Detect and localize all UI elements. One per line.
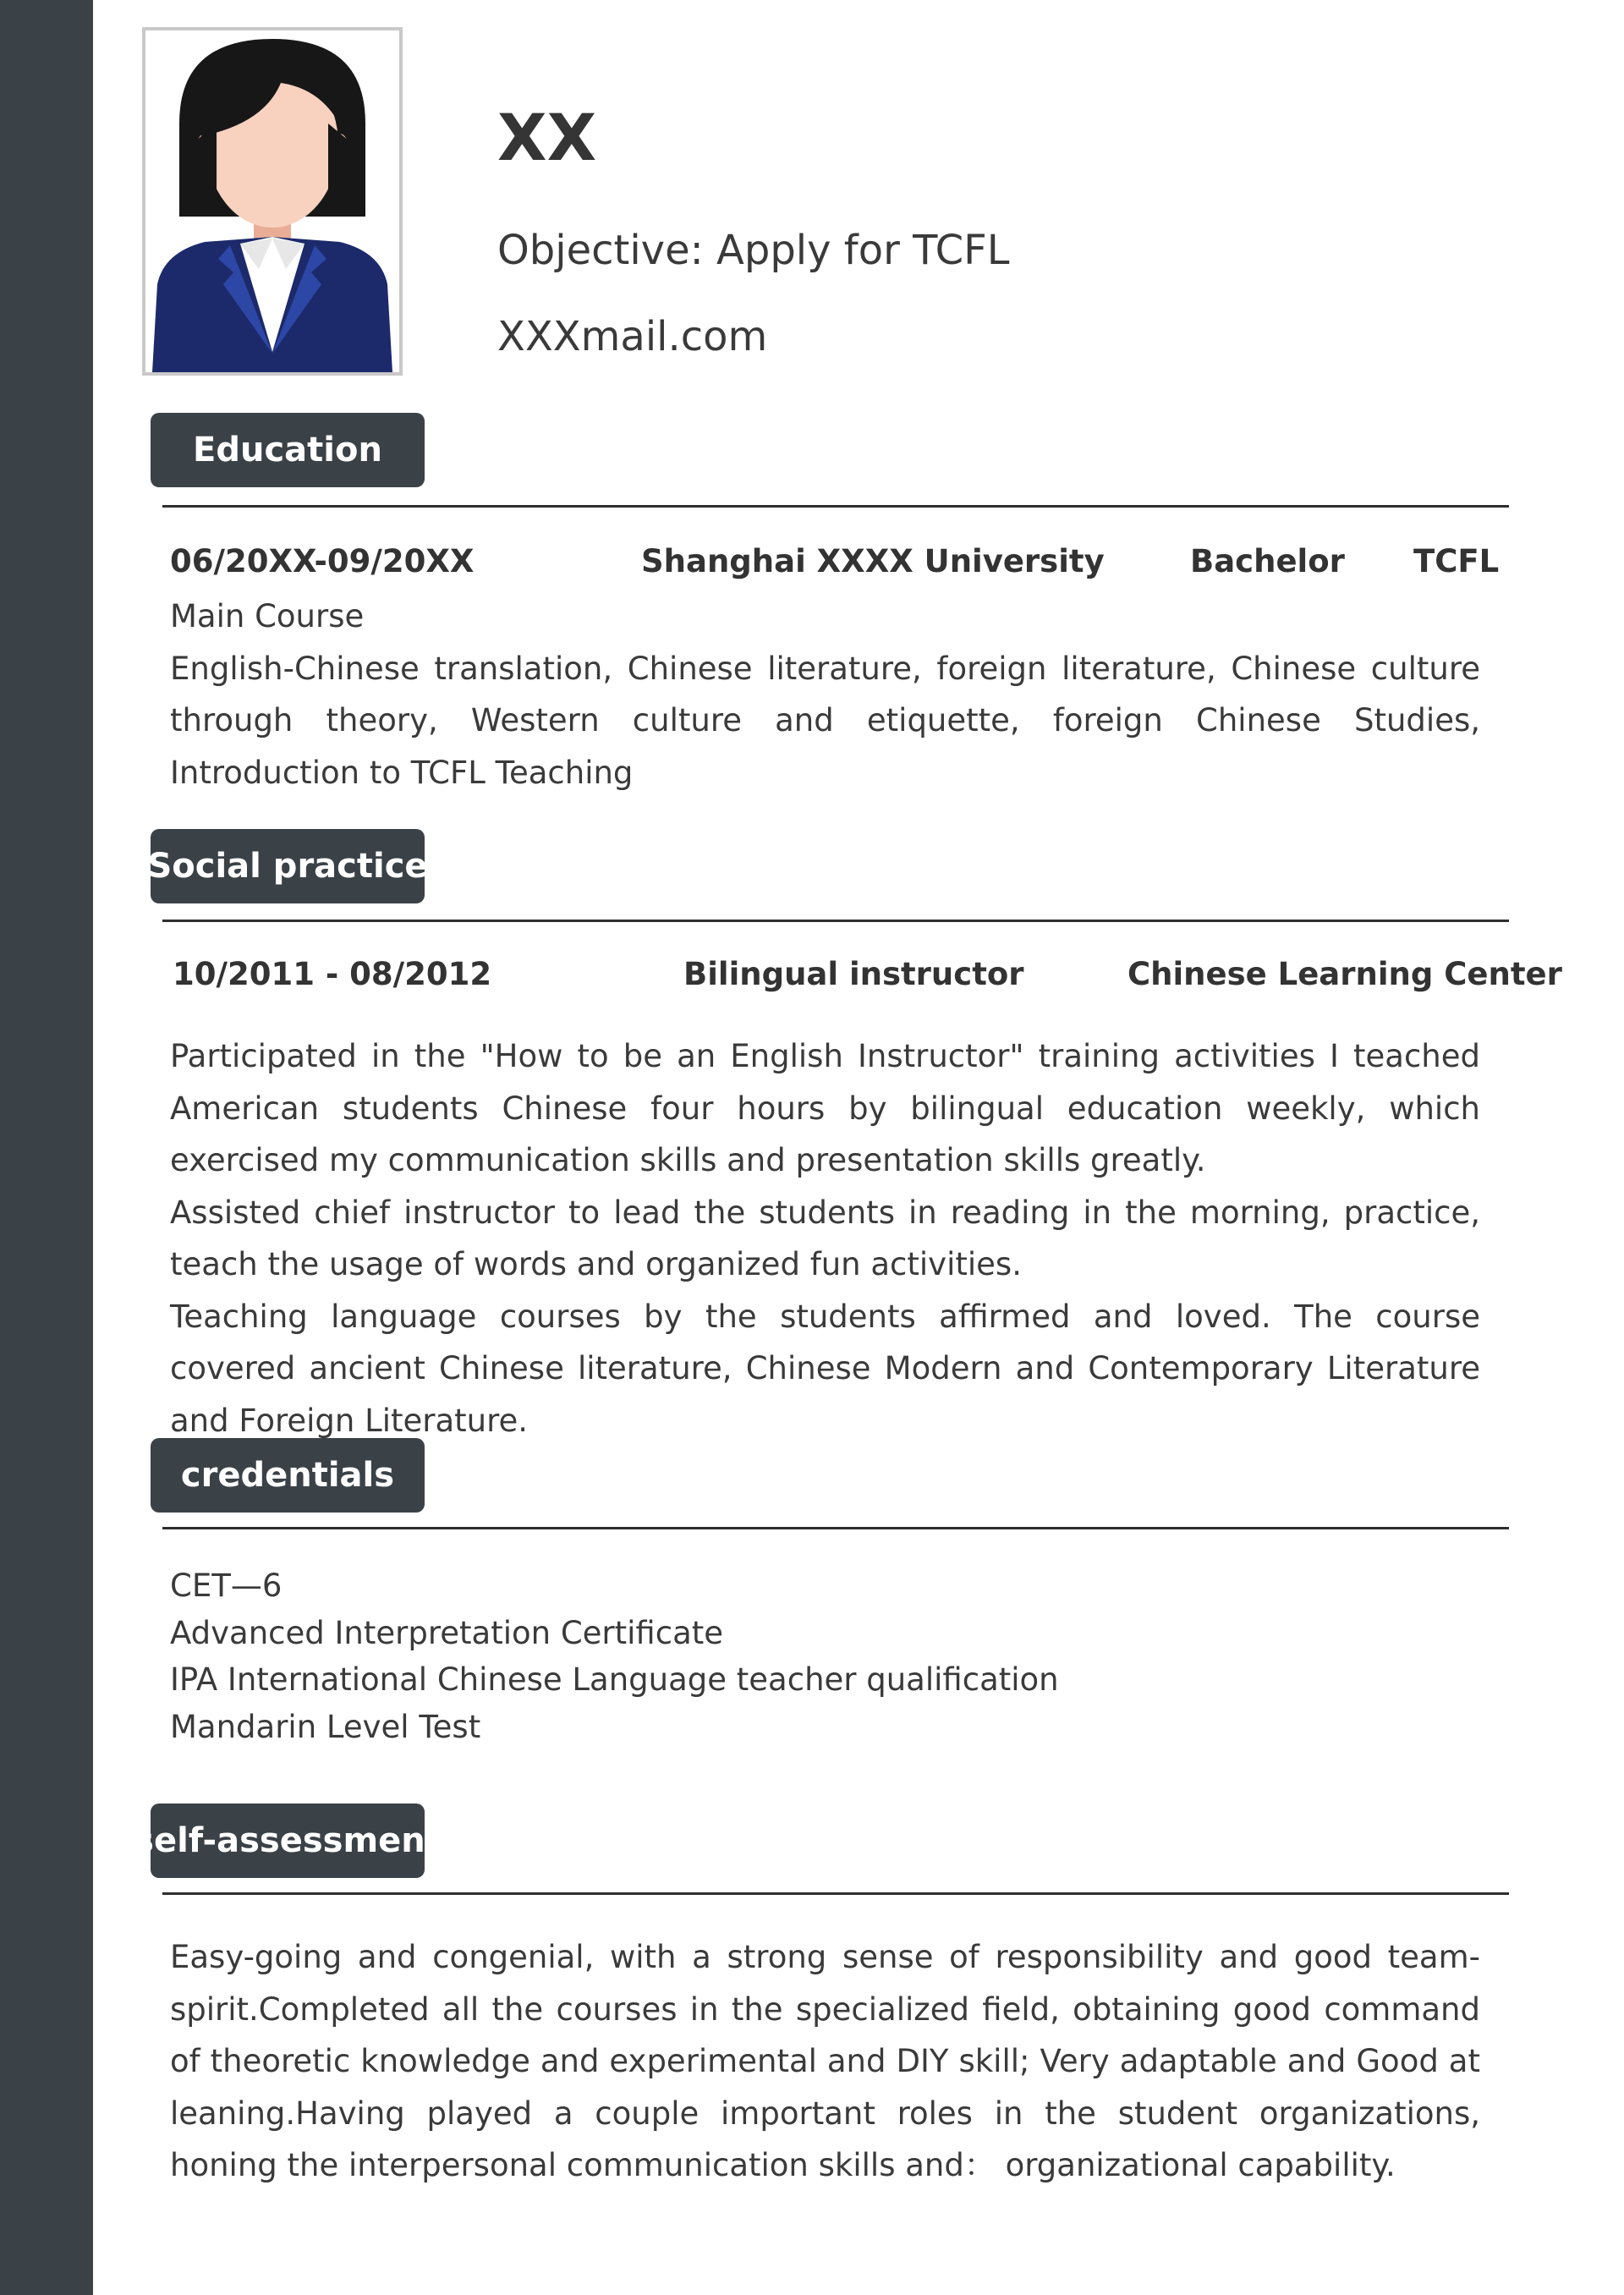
education-degree: Bachelor — [1190, 543, 1345, 579]
self-assessment-paragraph: Easy-going and congenial, with a strong sense of responsibility and good team-spirit.Completed all the courses in the specialized field, obtaining good command of theoretic knowledge and experimental and DIY skill; Very adaptable and Good at leaning.Having played a couple important roles in the student organizations, honing the interpersonal communication skills and： organizational capability. — [170, 1939, 1480, 2183]
main-course-label: Main Course — [170, 598, 365, 634]
main-course-list: English-Chinese translation, Chinese literature, foreign literature, Chinese culture through theory, Western culture and etiquette, foreign Chinese Studies, Introduction to TCFL Teaching — [170, 650, 1480, 791]
education-section-title: Education — [151, 413, 425, 487]
self-assessment-text — [170, 1931, 1480, 2192]
education-details — [170, 590, 1480, 799]
credential-item: IPA International Chinese Language teacher qualification — [170, 1661, 1059, 1698]
credential-item: CET—6 — [170, 1568, 283, 1604]
social-practice-divider — [162, 920, 1509, 922]
social-practice-role: Bilingual instructor — [683, 956, 1024, 992]
social-practice-dates: 10/2011 - 08/2012 — [173, 956, 492, 992]
avatar-woman-icon — [145, 30, 399, 372]
credentials-divider — [162, 1527, 1509, 1529]
social-practice-paragraph: Assisted chief instructor to lead the students in reading in the morning, practice, teach the usage of words and organized fun activities. — [170, 1194, 1480, 1282]
candidate-name: XX — [497, 100, 597, 175]
credentials-section-title: credentials — [151, 1438, 425, 1513]
education-divider — [162, 505, 1509, 508]
email: XXXmail.com — [497, 313, 768, 360]
social-practice-details — [170, 1030, 1480, 1447]
education-school: Shanghai XXXX University — [641, 543, 1105, 579]
credentials-list — [170, 1562, 1480, 1750]
left-sidebar-bar — [0, 0, 93, 2295]
self-assessment-section-title: self-assessment — [151, 1804, 425, 1878]
credential-item: Advanced Interpretation Certificate — [170, 1614, 724, 1651]
avatar — [142, 27, 403, 376]
education-major: TCFL — [1413, 543, 1500, 579]
self-assessment-divider — [162, 1892, 1509, 1895]
education-dates: 06/20XX-09/20XX — [170, 543, 475, 579]
social-practice-paragraph: Participated in the "How to be an English Instructor" training activities I teached American students Chinese four hours by bilingual education weekly, which exercised my communication skills and presentation skills greatly. — [170, 1038, 1480, 1178]
credential-item: Mandarin Level Test — [170, 1708, 481, 1745]
social-practice-paragraph: Teaching language courses by the students affirmed and loved. The course covered ancient Chinese literature, Chinese Modern and Contemporary Literature and Foreign Literature. — [170, 1298, 1480, 1439]
social-practice-organization: Chinese Learning Center — [1127, 956, 1562, 992]
social-practice-section-title: Social practice — [151, 829, 425, 903]
objective: Objective: Apply for TCFL — [497, 227, 1010, 274]
